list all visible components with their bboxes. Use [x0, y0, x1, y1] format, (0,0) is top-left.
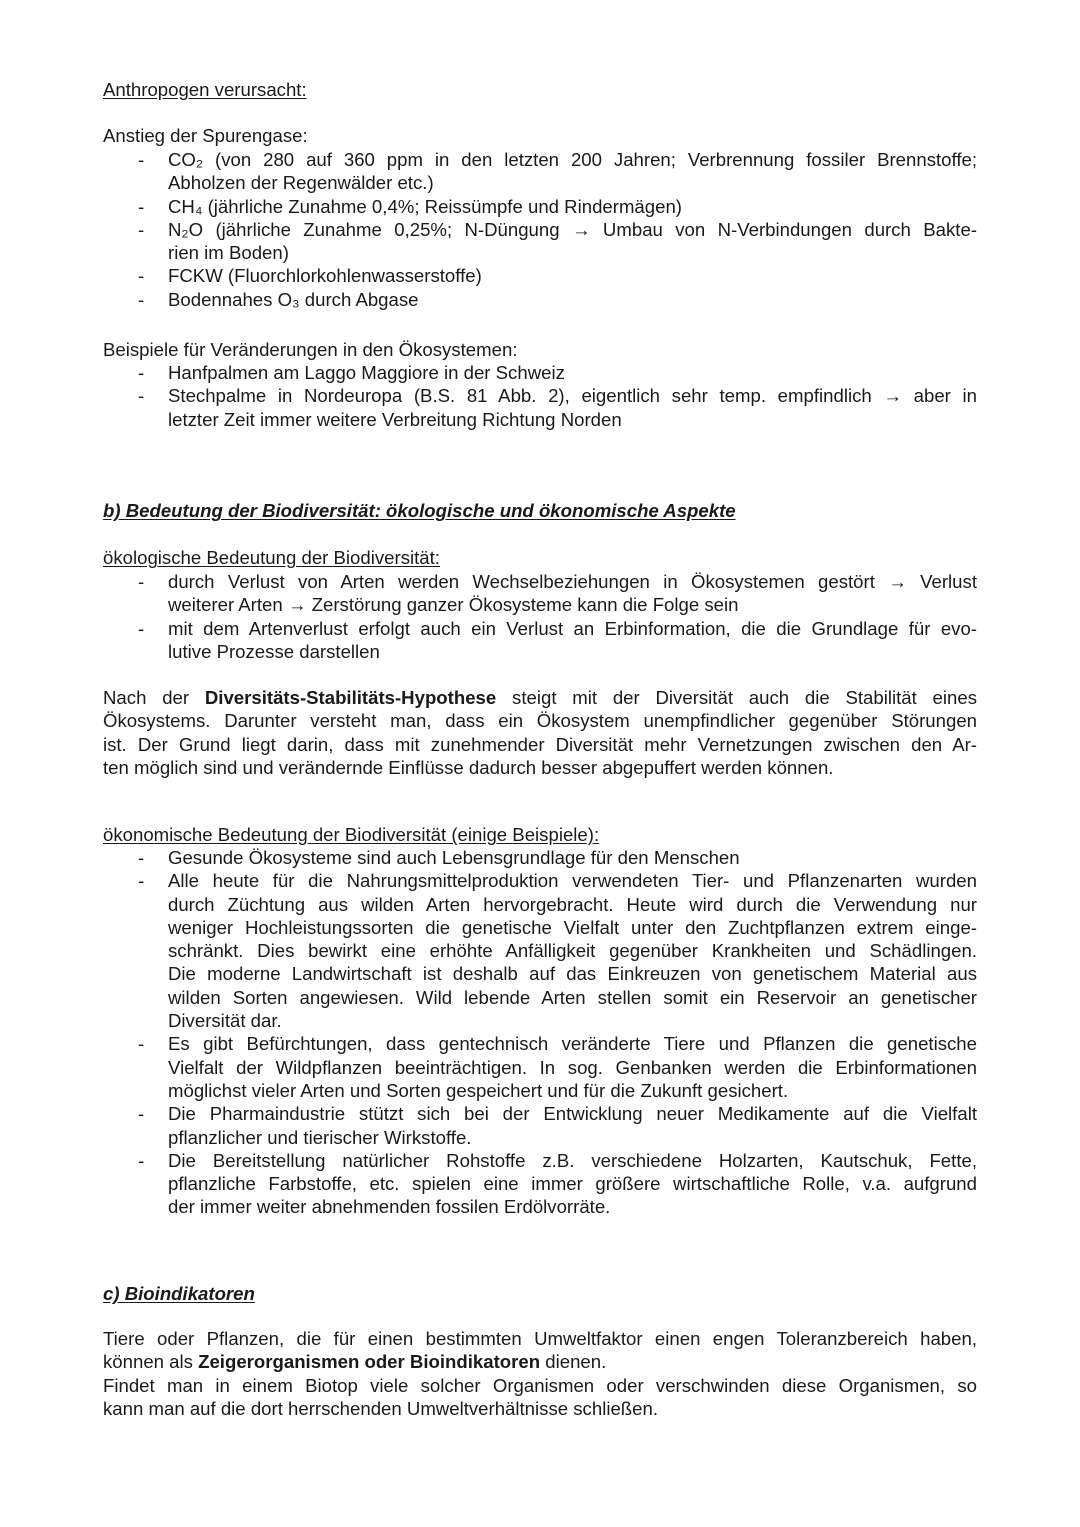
- list-item-line: rien im Boden): [168, 242, 289, 264]
- hypothesis-paragraph: [103, 686, 977, 779]
- heading-ecological: ökologische Bedeutung der Biodiversität:: [103, 547, 440, 568]
- list-item-line: wilden Sorten angewiesen. Wild lebende Arten stellen somit ein Reservoir an genetischer: [168, 986, 977, 1008]
- list-dash: -: [138, 288, 145, 310]
- list-item-co2: [103, 148, 977, 195]
- list-item: [103, 1102, 977, 1149]
- list-item-line: FCKW (Fluorchlorkohlenwasserstoffe): [168, 265, 482, 287]
- economic-list: [103, 846, 977, 1219]
- list-dash: -: [138, 1103, 145, 1125]
- list-dash: -: [138, 847, 145, 868]
- list-dash: -: [138, 195, 145, 217]
- list-item-line: Stechpalme in Nordeuropa (B.S. 81 Abb. 2), eigentlich sehr temp. empfindlich → aber in: [168, 385, 977, 407]
- list-dash: -: [138, 617, 145, 639]
- paragraph-line: Tiere oder Pflanzen, die für einen bestimmten Umweltfaktor einen engen Toleranzbereich haben,: [103, 1328, 977, 1349]
- list-item-line: der immer weiter abnehmenden fossilen Erdölvorräte.: [168, 1196, 611, 1218]
- list-item-n2o: [103, 218, 977, 265]
- list-item-fckw: [103, 264, 977, 287]
- list-dash: -: [138, 149, 145, 170]
- ecological-list: [103, 570, 977, 663]
- hypothesis-line: Ökosystems. Darunter versteht man, dass ein Ökosystem unempfindlicher gegenüber Störungen: [103, 710, 977, 732]
- paragraph-line: können als Zeigerorganismen oder Bioindikatoren dienen.: [103, 1351, 607, 1373]
- list-item: [103, 1032, 977, 1102]
- heading-anthropogen: Anthropogen verursacht:: [103, 79, 307, 100]
- list-item-line: Hanfpalmen am Laggo Maggiore in der Schweiz: [168, 362, 565, 383]
- list-dash: -: [138, 218, 145, 240]
- list-item-line: letzter Zeit immer weitere Verbreitung Richtung Norden: [168, 408, 622, 430]
- bioindicator-term: Zeigerorganismen oder Bioindikatoren: [198, 1351, 541, 1373]
- list-item-line: Vielfalt der Wildpflanzen beeinträchtigen. In sog. Genbanken werden die Erbinformationen: [168, 1056, 977, 1078]
- list-item-o3: [103, 288, 977, 311]
- list-dash: -: [138, 362, 145, 383]
- list-item-line: CH₄ (jährliche Zunahme 0,4%; Reissümpfe und Rindermägen): [168, 195, 682, 217]
- bioindicator-paragraph: [103, 1327, 977, 1420]
- list-item-line: mit dem Artenverlust erfolgt auch ein Verlust an Erbinformation, die die Grundlage für evo-: [168, 617, 977, 639]
- list-item-line: pflanzlicher und tierischer Wirkstoffe.: [168, 1126, 472, 1148]
- list-dash: -: [138, 1033, 145, 1055]
- list-item-line: möglichst vieler Arten und Sorten gespeichert und für die Zukunft gesichert.: [168, 1079, 789, 1101]
- list-item-line: schränkt. Dies bewirkt eine erhöhte Anfälligkeit gegenüber Krankheiten und Schädlingen.: [168, 940, 977, 962]
- intro-beispiele: Beispiele für Veränderungen in den Ökosystemen:: [103, 339, 518, 360]
- list-item-line: durch Züchtung aus wilden Arten hervorgebracht. Heute wird durch die Verwendung nur: [168, 893, 977, 915]
- list-dash: -: [138, 1149, 145, 1171]
- list-item-ch4: [103, 195, 977, 218]
- list-dash: -: [138, 385, 145, 407]
- list-item-hanfpalmen: [103, 361, 977, 384]
- heading-section-b: b) Bedeutung der Biodiversität: ökologische und ökonomische Aspekte: [103, 500, 736, 521]
- paragraph-line: Findet man in einem Biotop viele solcher Organismen oder verschwinden diese Organismen, so: [103, 1374, 977, 1396]
- list-dash: -: [138, 571, 145, 592]
- trace-gas-list: [103, 148, 977, 311]
- list-dash: -: [138, 870, 145, 892]
- paragraph-line: kann man auf die dort herrschenden Umweltverhältnisse schließen.: [103, 1397, 658, 1419]
- list-item-line: Die Bereitstellung natürlicher Rohstoffe z.B. verschiedene Holzarten, Kautschuk, Fette,: [168, 1149, 977, 1171]
- heading-section-c: c) Bioindikatoren: [103, 1283, 255, 1304]
- list-item-line: Abholzen der Regenwälder etc.): [168, 172, 434, 194]
- list-item: [103, 869, 977, 1032]
- list-item-stechpalme: [103, 384, 977, 431]
- list-item-line: Diversität dar.: [168, 1010, 282, 1032]
- list-item-line: Alle heute für die Nahrungsmittelproduktion verwendeten Tier- und Pflanzenarten wurden: [168, 870, 977, 892]
- heading-economic: ökonomische Bedeutung der Biodiversität (einige Beispiele):: [103, 824, 600, 845]
- list-item-line: Es gibt Befürchtungen, dass gentechnisch veränderte Tiere und Pflanzen die genetische: [168, 1033, 977, 1055]
- list-item-line: lutive Prozesse darstellen: [168, 640, 380, 662]
- list-item: [103, 570, 977, 617]
- hypothesis-term: Diversitäts-Stabilitäts-Hypothese: [204, 687, 497, 708]
- examples-list: [103, 361, 977, 431]
- list-item-line: Die moderne Landwirtschaft ist deshalb auf das Einkreuzen von genetischem Material aus: [168, 963, 977, 985]
- list-item-line: weiterer Arten → Zerstörung ganzer Ökosysteme kann die Folge sein: [168, 594, 739, 616]
- list-item-line: weniger Hochleistungssorten die genetische Vielfalt unter den Zuchtpflanzen extrem einge-: [168, 916, 977, 938]
- list-item-line: N₂O (jährliche Zunahme 0,25%; N-Düngung → Umbau von N-Verbindungen durch Bakte-: [168, 218, 977, 240]
- list-item-line: Bodennahes O₃ durch Abgase: [168, 288, 419, 310]
- hypothesis-line: Nach der Diversitäts-Stabilitäts-Hypothese steigt mit der Diversität auch die Stabilität eines: [103, 687, 977, 708]
- list-item-line: durch Verlust von Arten werden Wechselbeziehungen in Ökosystemen gestört → Verlust: [168, 571, 977, 592]
- list-item-line: pflanzliche Farbstoffe, etc. spielen eine immer größere wirtschaftliche Rolle, v.a. aufgrund: [168, 1173, 977, 1195]
- hypothesis-line: ten möglich sind und verändernde Einflüsse dadurch besser abgepuffert werden können.: [103, 756, 834, 778]
- list-item-line: CO₂ (von 280 auf 360 ppm in den letzten 200 Jahren; Verbrennung fossiler Brennstoffe;: [168, 149, 977, 170]
- list-item: [103, 617, 977, 664]
- list-dash: -: [138, 265, 145, 287]
- list-item: [103, 846, 977, 869]
- hypothesis-line: ist. Der Grund liegt darin, dass mit zunehmender Diversität mehr Vernetzungen zwischen den Ar-: [103, 733, 977, 755]
- list-item-line: Gesunde Ökosysteme sind auch Lebensgrundlage für den Menschen: [168, 847, 740, 868]
- list-item-line: Die Pharmaindustrie stützt sich bei der Entwicklung neuer Medikamente auf die Vielfalt: [168, 1103, 977, 1125]
- intro-spurengase: Anstieg der Spurengase:: [103, 125, 308, 146]
- list-item: [103, 1149, 977, 1219]
